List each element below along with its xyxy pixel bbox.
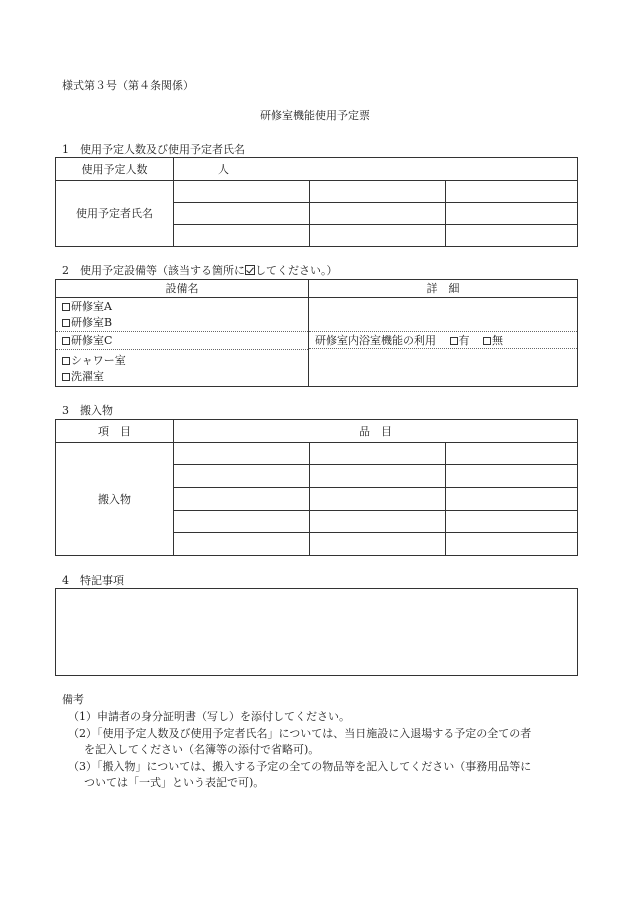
section1-heading: 1 使用予定人数及び使用予定者氏名 xyxy=(62,143,245,156)
bath-yes-option[interactable] xyxy=(450,334,470,347)
checkbox-icon[interactable] xyxy=(62,303,70,311)
goods-cell[interactable] xyxy=(310,465,446,488)
section2-heading-pre: 2 使用予定設備等（該当する箇所に xyxy=(62,264,245,277)
section2-heading xyxy=(62,264,338,278)
goods-cell[interactable] xyxy=(446,443,578,465)
check-mark-icon xyxy=(245,265,255,275)
checkbox-icon[interactable] xyxy=(450,337,458,345)
checkbox-icon[interactable] xyxy=(62,337,70,345)
notes-heading: 備考 xyxy=(62,693,84,706)
shower-option[interactable] xyxy=(56,349,308,367)
goods-header: 品 目 xyxy=(174,420,578,443)
page-title: 研修室機能使用予定票 xyxy=(260,109,370,122)
goods-cell[interactable] xyxy=(446,511,578,533)
detail-cell xyxy=(309,298,578,387)
shower-label: シャワー室 xyxy=(71,354,126,367)
name-cell[interactable] xyxy=(174,203,310,225)
section4-heading: 4 特記事項 xyxy=(62,574,124,587)
room-c-label: 研修室C xyxy=(71,334,113,347)
section3-heading: 3 搬入物 xyxy=(62,404,113,417)
bath-usage-label: 研修室内浴室機能の利用 xyxy=(315,334,436,347)
bath-usage-row xyxy=(309,331,577,349)
room-a-option[interactable] xyxy=(56,300,308,315)
equipment-table xyxy=(55,279,578,387)
goods-cell[interactable] xyxy=(310,511,446,533)
goods-cell[interactable] xyxy=(174,488,310,511)
note-item: （2）「使用予定人数及び使用予定者氏名」については、当日施設に入退場する予定の全ての者 xyxy=(68,727,532,740)
laundry-label: 洗濯室 xyxy=(71,370,104,383)
goods-cell[interactable] xyxy=(310,443,446,465)
name-cell[interactable] xyxy=(446,225,578,247)
goods-cell[interactable] xyxy=(174,443,310,465)
goods-cell[interactable] xyxy=(310,533,446,556)
room-a-label: 研修室A xyxy=(71,300,112,313)
goods-cell[interactable] xyxy=(174,465,310,488)
note-item-continuation: ついては「一式」という表記で可)。 xyxy=(84,776,265,789)
equipment-header: 設備名 xyxy=(56,280,309,298)
note-item: （3）「搬入物」については、搬入する予定の全ての物品等を記入してください（事務用品等に xyxy=(68,760,532,773)
room-c-option[interactable] xyxy=(56,331,308,346)
item-header: 項 目 xyxy=(56,420,174,443)
people-count-label: 使用予定人数 xyxy=(56,158,174,181)
room-b-label: 研修室B xyxy=(71,316,113,329)
bath-no-label: 無 xyxy=(492,334,503,347)
goods-cell[interactable] xyxy=(446,465,578,488)
carry-in-table xyxy=(55,419,578,556)
name-cell[interactable] xyxy=(310,203,446,225)
section2-heading-post: してください。） xyxy=(255,264,338,277)
carry-in-label: 搬入物 xyxy=(56,443,174,556)
people-count-field[interactable] xyxy=(174,158,578,181)
form-number: 様式第３号（第４条関係） xyxy=(62,79,194,92)
name-cell[interactable] xyxy=(446,203,578,225)
name-cell[interactable] xyxy=(174,181,310,203)
name-cell[interactable] xyxy=(310,225,446,247)
note-item: （1）申請者の身分証明書（写し）を添付してください。 xyxy=(68,710,350,723)
bath-yes-label: 有 xyxy=(458,334,470,347)
goods-cell[interactable] xyxy=(174,511,310,533)
goods-cell[interactable] xyxy=(310,488,446,511)
name-cell[interactable] xyxy=(310,181,446,203)
name-cell[interactable] xyxy=(446,181,578,203)
name-cell[interactable] xyxy=(174,225,310,247)
people-table xyxy=(55,157,578,247)
goods-cell[interactable] xyxy=(174,533,310,556)
detail-header: 詳 細 xyxy=(309,280,578,298)
room-b-option[interactable] xyxy=(56,316,308,331)
names-label: 使用予定者氏名 xyxy=(56,181,174,247)
checkbox-icon[interactable] xyxy=(62,319,70,327)
goods-cell[interactable] xyxy=(446,533,578,556)
laundry-option[interactable] xyxy=(56,370,308,385)
checkbox-icon[interactable] xyxy=(483,337,491,345)
bath-no-option[interactable] xyxy=(483,334,503,347)
equipment-list xyxy=(56,298,309,387)
special-notes-box[interactable] xyxy=(55,588,578,676)
checkbox-icon[interactable] xyxy=(62,373,70,381)
checkbox-icon[interactable] xyxy=(62,357,70,365)
note-item-continuation: を記入してください（名簿等の添付で省略可)。 xyxy=(84,743,320,756)
goods-cell[interactable] xyxy=(446,488,578,511)
people-unit: 人 xyxy=(218,162,229,176)
